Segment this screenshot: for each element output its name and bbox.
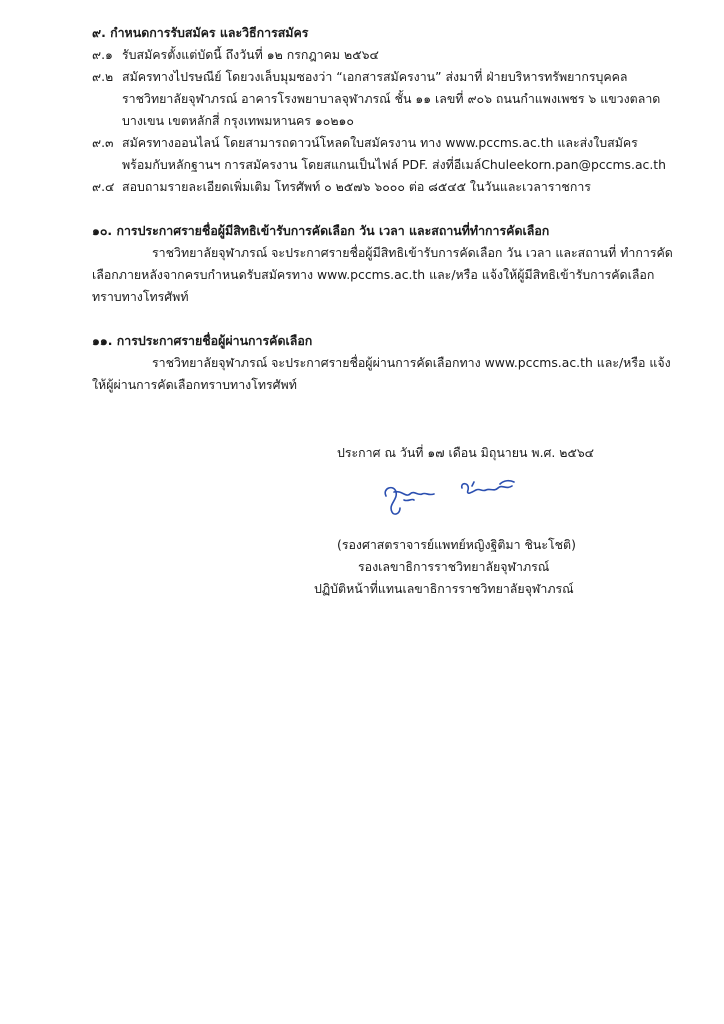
item-text: สมัครทางออนไลน์ โดยสามารถดาวน์โหลดใบสมัครงาน ทาง www.pccms.ac.th และส่งใบสมัคร — [122, 135, 638, 150]
section10-heading: ๑๐. การประกาศรายชื่อผู้มีสิทธิเข้ารับการคัดเลือก วัน เวลา และสถานที่ทำการคัดเลือก — [92, 223, 550, 238]
section11-line1: ราชวิทยาลัยจุฬาภรณ์ จะประกาศรายชื่อผู้ผ่านการคัดเลือกทาง www.pccms.ac.th และ/หรือ แจ้ง — [152, 355, 671, 370]
item-9-1 — [92, 46, 379, 64]
section11-line2: ให้ผู้ผ่านการคัดเลือกทราบทางโทรศัพท์ — [92, 377, 297, 392]
section10-line3: ทราบทางโทรศัพท์ — [92, 289, 189, 304]
item-number: ๙.๓ — [92, 135, 114, 150]
signatory-title: รองเลขาธิการราชวิทยาลัยจุฬาภรณ์ — [358, 559, 550, 574]
item-number: ๙.๔ — [92, 179, 115, 194]
item-text: รับสมัครตั้งแต่บัดนี้ ถึงวันที่ ๑๒ กรกฎาคม ๒๕๖๔ — [122, 47, 379, 62]
item-9-4 — [92, 178, 591, 196]
item-9-2 — [92, 68, 628, 86]
item-number: ๙.๑ — [92, 47, 113, 62]
item-9-3-line2: พร้อมกับหลักฐานฯ การสมัครงาน โดยสแกนเป็นไฟล์ PDF. ส่งที่อีเมล์Chuleekorn.pan@pccms.ac.th — [122, 157, 666, 172]
item-text: สอบถามรายละเอียดเพิ่มเติม โทรศัพท์ ๐ ๒๕๗๖ ๖๐๐๐ ต่อ ๘๕๔๕ ในวันและเวลาราชการ — [122, 179, 591, 194]
section9-heading: ๙. กำหนดการรับสมัคร และวิธีการสมัคร — [92, 25, 309, 40]
item-9-2-line3: บางเขน เขตหลักสี่ กรุงเทพมหานคร ๑๐๒๑๐ — [122, 113, 354, 128]
signatory-acting-title: ปฏิบัติหน้าที่แทนเลขาธิการราชวิทยาลัยจุฬาภรณ์ — [314, 581, 574, 596]
section11-heading: ๑๑. การประกาศรายชื่อผู้ผ่านการคัดเลือก — [92, 333, 313, 348]
item-number: ๙.๒ — [92, 69, 114, 84]
section10-line2: เลือกภายหลังจากครบกำหนดรับสมัครทาง www.pccms.ac.th และ/หรือ แจ้งให้ผู้มีสิทธิเข้ารับการคัดเลือก — [92, 267, 655, 282]
section10-line1: ราชวิทยาลัยจุฬาภรณ์ จะประกาศรายชื่อผู้มีสิทธิเข้ารับการคัดเลือก วัน เวลา และสถานที่ ทำการคัด — [152, 245, 673, 260]
signatory-name: (รองศาสตราจารย์แพทย์หญิงฐิติมา ชินะโชติ) — [337, 537, 576, 552]
item-9-2-line2: ราชวิทยาลัยจุฬาภรณ์ อาคารโรงพยาบาลจุฬาภรณ์ ชั้น ๑๑ เลขที่ ๙๐๖ ถนนกำแพงเพชร ๖ แขวงตลาด — [122, 91, 661, 106]
item-9-3 — [92, 134, 638, 152]
handwritten-signature — [380, 474, 530, 518]
item-text: สมัครทางไปรษณีย์ โดยวงเล็บมุมซองว่า “เอกสารสมัครงาน” ส่งมาที่ ฝ่ายบริหารทรัพยากรบุคคล — [122, 69, 628, 84]
announcement-date: ประกาศ ณ วันที่ ๑๗ เดือน มิถุนายน พ.ศ. ๒๕๖๔ — [337, 445, 595, 460]
